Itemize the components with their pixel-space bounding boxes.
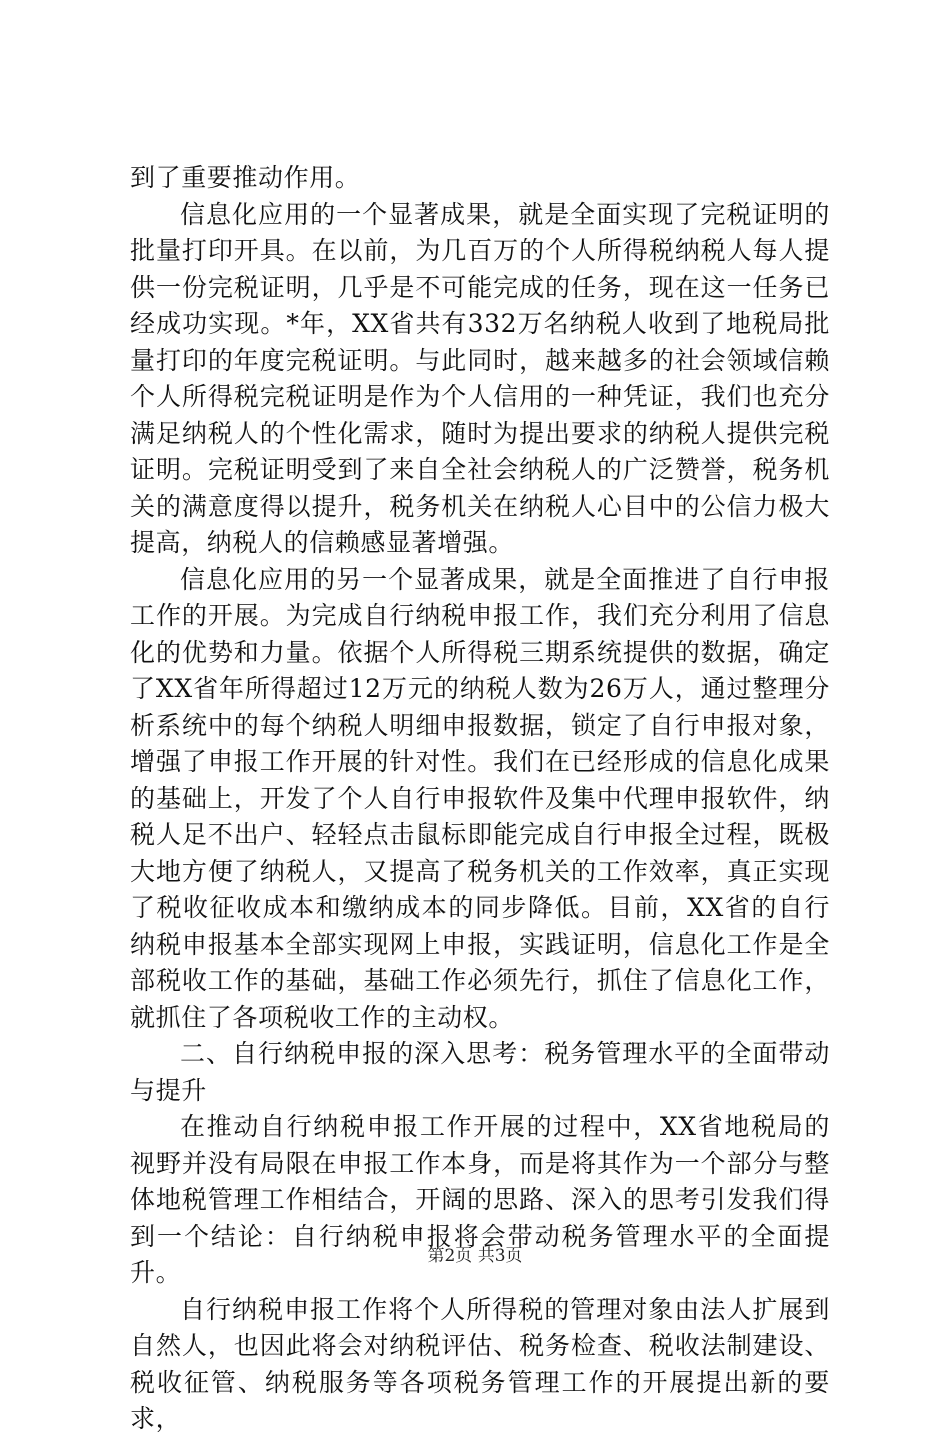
paragraph-continuation: 到了重要推动作用。 — [130, 163, 361, 192]
paragraph-new-requirements: 自行纳税申报工作将个人所得税的管理对象由法人扩展到自然人，也因此将会对纳税评估、税务检查、税收法制建设、税收征管、纳税服务等各项税务管理工作的开展提出新的要求， — [130, 1294, 830, 1433]
paragraph-management-thinking: 在推动自行纳税申报工作开展的过程中，XX省地税局的视野并没有局限在申报工作本身，而是将其作为一个部分与整体地税管理工作相结合，开阔的思路、深入的思考引发我们得到一个结论：自行纳税申报将会带动税务管理水平的全面提升。 — [130, 1112, 830, 1287]
section-heading: 二、自行纳税申报的深入思考：税务管理水平的全面带动与提升 — [130, 1039, 830, 1105]
page-number-footer: 第2页 共3页 — [427, 1246, 523, 1266]
paragraph-self-declaration: 信息化应用的另一个显著成果，就是全面推进了自行申报工作的开展。为完成自行纳税申报工作，我们充分利用了信息化的优势和力量。依据个人所得税三期系统提供的数据，确定了XX省年所得超过12万元的纳税人数为26万人，通过整理分析系统中的每个纳税人明细申报数据，锁定了自行申报对象，增强了申报工作开展的针对性。我们在已经形成的信息化成果的基础上，开发了个人自行申报软件及集中代理申报软件，纳税人足不出户、轻轻点击鼠标即能完成自行申报全过程，既极大地方便了纳税人，又提高了税务机关的工作效率，真正实现了税收征收成本和缴纳成本的同步降低。目前，XX省的自行纳税申报基本全部实现网上申报，实践证明，信息化工作是全部税收工作的基础，基础工作必须先行，抓住了信息化工作，就抓住了各项税收工作的主动权。 — [130, 564, 830, 1032]
paragraph-tax-certificate: 信息化应用的一个显著成果，就是全面实现了完税证明的批量打印开具。在以前，为几百万的个人所得税纳税人每人提供一份完税证明，几乎是不可能完成的任务，现在这一任务已经成功实现。*年，XX省共有332万名纳税人收到了地税局批量打印的年度完税证明。与此同时，越来越多的社会领域信赖个人所得税完税证明是作为个人信用的一种凭证，我们也充分满足纳税人的个性化需求，随时为提出要求的纳税人提供完税证明。完税证明受到了来自全社会纳税人的广泛赞誉，税务机关的满意度得以提升，税务机关在纳税人心目中的公信力极大提高，纳税人的信赖感显著增强。 — [130, 199, 830, 557]
